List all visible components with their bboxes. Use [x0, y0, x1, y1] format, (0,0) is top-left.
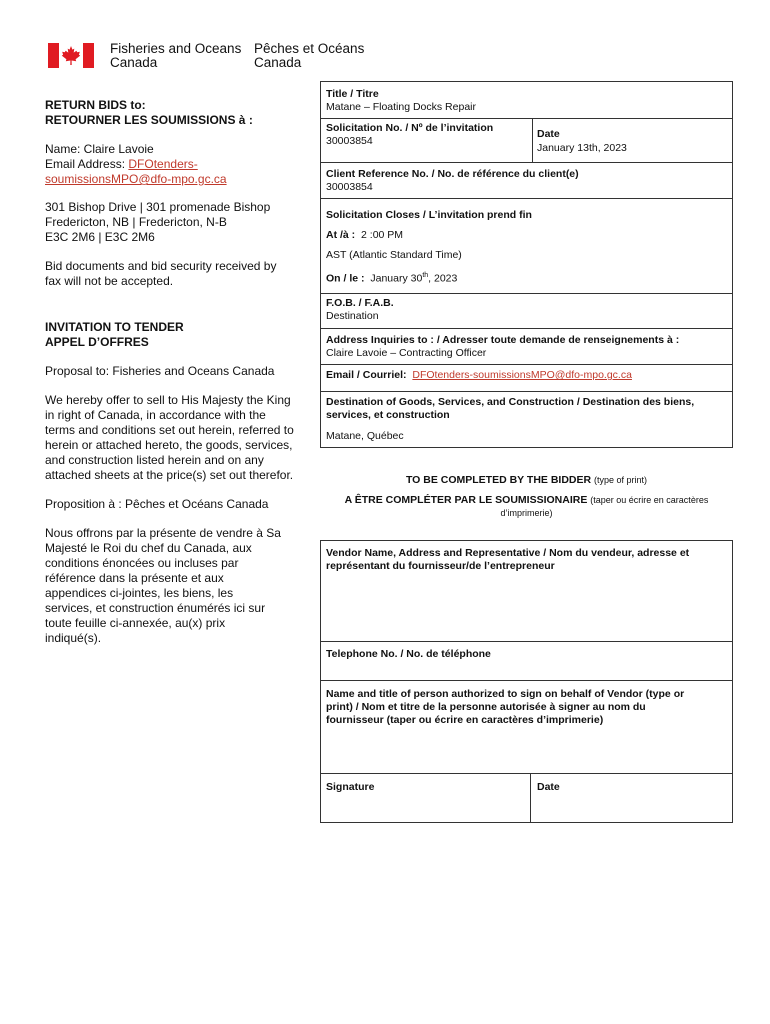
- at-label: At /à :: [326, 229, 356, 241]
- proposition-fr: Proposition à : Pêches et Océans Canada: [45, 497, 269, 511]
- proposal-to: Proposal to: Fisheries and Oceans Canada: [45, 364, 275, 378]
- form-email-label: Email / Courriel:: [326, 369, 407, 381]
- client-ref-label: Client Reference No. / No. de référence du client(e): [326, 168, 579, 180]
- offer-text-fr: Nous offrons par la présente de vendre à Sa Majesté le Roi du chef du Canada, aux conditions énoncées ou incluses par référence dans la présente et aux appendices ci-jointes, les biens, les services, et construction énumérés ici sur toute feuille ci-annexée, au(x) prix indiqué(s).: [45, 526, 281, 645]
- inquiries-value: Claire Lavoie – Contracting Officer: [326, 347, 487, 359]
- email-link-part2[interactable]: soumissionsMPO@dfo-mpo.gc.ca: [45, 172, 227, 186]
- fax-notice: Bid documents and bid security received by fax will not be accepted.: [45, 259, 277, 288]
- authorized-person-field[interactable]: Name and title of person authorized to sign on behalf of Vendor (type or print) / Nom et titre de la personne autorisée à signer au nom du fournisseur (taper ou écrire en caractères d’imprimerie): [326, 688, 685, 726]
- vendor-field[interactable]: Vendor Name, Address and Representative / Nom du vendeur, adresse et représentant du fournisseur/de l’entrepreneur: [326, 547, 690, 572]
- fob-value: Destination: [326, 310, 379, 322]
- form-email-link[interactable]: DFOtenders-soumissionsMPO@dfo-mpo.gc.ca: [412, 369, 632, 381]
- email-row: [326, 369, 632, 382]
- timezone: AST (Atlantic Standard Time): [326, 249, 462, 261]
- telephone-field[interactable]: Telephone No. / No. de téléphone: [326, 648, 491, 660]
- destination-value: Matane, Québec: [326, 430, 404, 442]
- closing-time: [326, 229, 403, 242]
- offer-text-en: We hereby offer to sell to His Majesty the King in right of Canada, in accordance with the terms and conditions set out herein, referred to herein or attached hereto, the goods, services, and construction listed herein and on any attached sheets at the price(s) set out therefor.: [45, 393, 294, 482]
- department-name-fr: Pêches et Océans Canada: [254, 41, 365, 70]
- contact-block: [45, 142, 313, 187]
- invitation-heading: INVITATION TO TENDER APPEL D’OFFRES: [45, 320, 184, 349]
- destination-label: Destination of Goods, Services, and Construction / Destination des biens, services, et construction: [326, 396, 695, 421]
- bidder-heading-en: TO BE COMPLETED BY THE BIDDER (type of print): [405, 474, 648, 486]
- canada-flag-icon: [48, 43, 94, 68]
- at-value: 2 :00 PM: [361, 229, 404, 241]
- contact-name: Name: Claire Lavoie: [45, 142, 154, 156]
- email-link-part1[interactable]: DFOtenders-: [128, 157, 198, 171]
- department-name-en: Fisheries and Oceans Canada: [110, 41, 242, 70]
- solicitation-label: Solicitation No. / Nº de l’invitation: [326, 122, 494, 134]
- closes-label: Solicitation Closes / L’invitation prend fin: [326, 209, 532, 221]
- solicitation-form-box: [320, 81, 733, 448]
- on-label: On / le :: [326, 272, 365, 285]
- fob-label: F.O.B. / F.A.B.: [326, 297, 394, 309]
- signature-field[interactable]: Signature: [326, 781, 375, 793]
- inquiries-label: Address Inquiries to : / Adresser toute demande de renseignements à :: [326, 334, 680, 346]
- date-label: Date: [537, 128, 560, 140]
- bidder-date-field[interactable]: Date: [537, 781, 560, 793]
- client-ref-value: 30003854: [326, 181, 373, 193]
- date-value: January 13th, 2023: [537, 142, 627, 154]
- closing-date: On / le : January 30th, 2023: [326, 272, 458, 285]
- title-label: Title / Titre: [326, 88, 379, 100]
- return-address: 301 Bishop Drive | 301 promenade Bishop Fredericton, NB | Fredericton, N-B E3C 2M6 | E3C 2M6: [45, 200, 271, 244]
- email-label: Email Address:: [45, 157, 126, 171]
- bidder-form-box: [320, 540, 733, 823]
- solicitation-value: 30003854: [326, 135, 373, 147]
- return-bids-heading: RETURN BIDS to: RETOURNER LES SOUMISSIONS à :: [45, 98, 253, 127]
- bidder-heading-fr: A ÊTRE COMPLÉTER PAR LE SOUMISSIONAIRE (taper ou écrire en caractères d’imprimerie): [344, 494, 709, 518]
- title-value: Matane – Floating Docks Repair: [326, 101, 476, 113]
